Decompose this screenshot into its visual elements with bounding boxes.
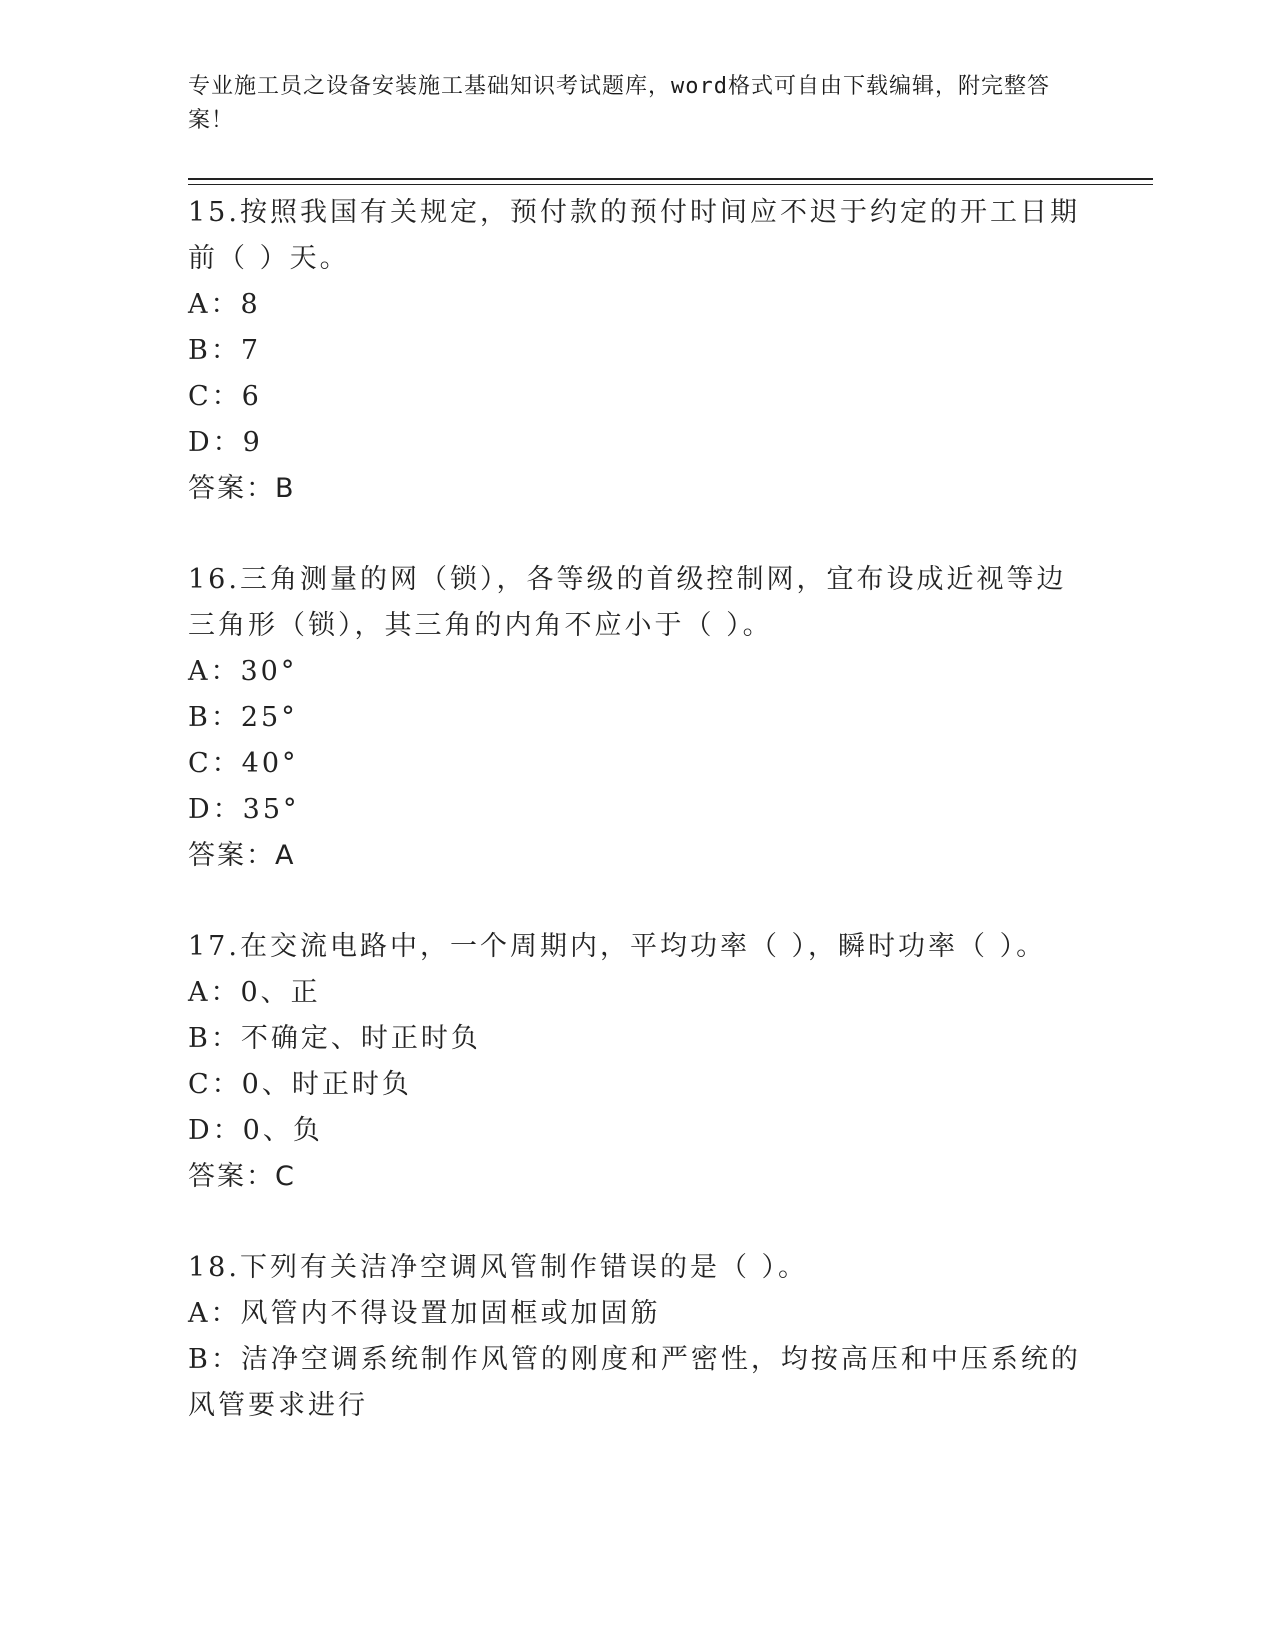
question-text: 18.下列有关洁净空调风管制作错误的是（ ）。 [188, 1252, 809, 1283]
question-text: 17.在交流电路中，一个周期内，平均功率（ ），瞬时功率（ ）。 [188, 931, 1047, 962]
option-b: B：25° [188, 702, 298, 733]
question-16 [188, 557, 1088, 879]
answer: 答案：C [188, 1161, 296, 1192]
question-text: 15.按照我国有关规定，预付款的预付时间应不迟于约定的开工日期前（ ）天。 [188, 197, 1080, 274]
question-17 [188, 924, 1088, 1200]
option-a: A：8 [188, 289, 261, 320]
option-d: D：9 [188, 427, 263, 458]
option-d: D：35° [188, 794, 300, 825]
answer: 答案：A [188, 840, 296, 871]
option-a: A：0、正 [188, 977, 321, 1008]
header-divider-thin [188, 184, 1153, 185]
option-d: D：0、负 [188, 1115, 323, 1146]
option-c: C：0、时正时负 [188, 1069, 412, 1100]
question-text: 16.三角测量的网（锁），各等级的首级控制网，宜布设成近视等边三角形（锁），其三角的内角不应小于（ ）。 [188, 564, 1067, 641]
question-list [188, 190, 1088, 1474]
question-18 [188, 1245, 1088, 1429]
header-divider-thick [188, 178, 1153, 180]
answer: 答案：B [188, 473, 296, 504]
option-b: B：洁净空调系统制作风管的刚度和严密性，均按高压和中压系统的风管要求进行 [188, 1344, 1081, 1421]
option-a: A：30° [188, 656, 298, 687]
option-c: C：40° [188, 748, 299, 779]
option-b: B：7 [188, 335, 262, 366]
option-b: B：不确定、时正时负 [188, 1023, 481, 1054]
question-15 [188, 190, 1088, 512]
option-c: C：6 [188, 381, 262, 412]
option-a: A：风管内不得设置加固框或加固筋 [188, 1298, 661, 1329]
page-header: 专业施工员之设备安装施工基础知识考试题库，word格式可自由下载编辑，附完整答案！ [188, 74, 1050, 133]
